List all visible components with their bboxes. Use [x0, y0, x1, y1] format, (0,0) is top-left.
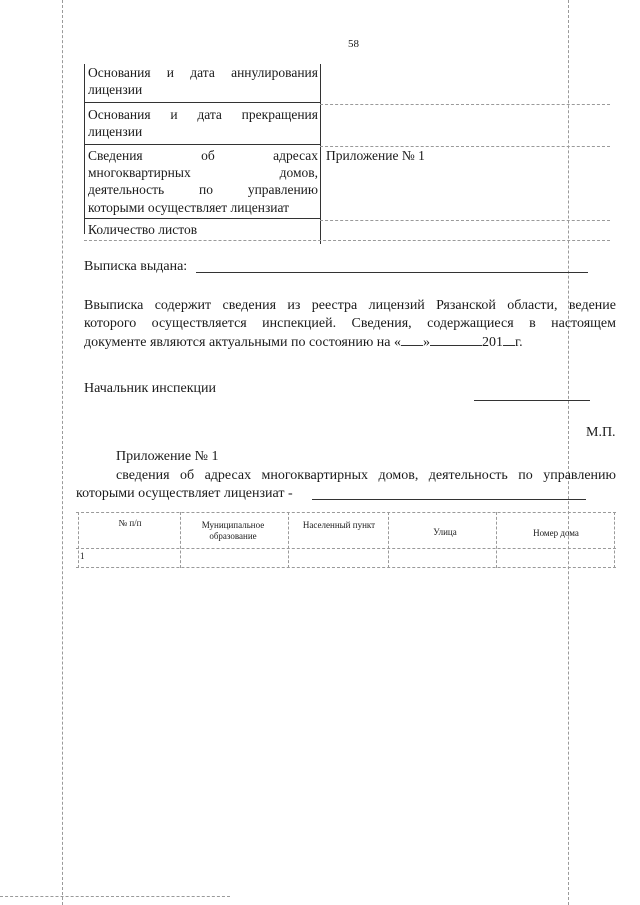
year-blank — [503, 333, 515, 346]
header-street: Улица — [433, 527, 457, 537]
scan-guide-left — [62, 0, 63, 905]
scan-guide-right — [568, 0, 569, 905]
address-table-col-border — [614, 512, 615, 568]
header-house-number: Номер дома — [533, 528, 579, 538]
table-row-divider — [84, 218, 320, 219]
row-addresses-value: Приложение № 1 — [326, 148, 425, 163]
address-table-col-border — [496, 512, 497, 568]
header-settlement: Населенный пункт — [302, 520, 376, 530]
address-table-col-border — [180, 512, 181, 568]
row-addresses-label-4: которыми осуществляет лицензиат — [88, 200, 290, 215]
scan-guide-bottom — [0, 896, 230, 897]
extract-date-prefix: документе являются актуальными по состоянию на « — [84, 335, 402, 350]
extract-text-line-3 — [84, 333, 616, 351]
extract-date-close-quote: » — [423, 335, 431, 350]
day-blank — [401, 333, 423, 346]
row-addresses-label-1: Сведения об адресах — [88, 148, 318, 163]
appendix-text-line-2: которыми осуществляет лицензиат - — [76, 486, 293, 501]
signature-line — [474, 400, 590, 401]
extract-text-line-2: которого осуществляется инспекцией. Сведения, содержащиеся в настоящем — [84, 316, 616, 331]
stamp-label: М.П. — [586, 425, 616, 440]
table-row-divider — [320, 104, 610, 105]
table-row-divider — [84, 102, 320, 103]
row-addresses-label-2: многоквартирных домов, — [88, 165, 318, 180]
table-row-1-number: 1 — [80, 551, 85, 561]
address-table-col-border — [78, 512, 79, 568]
issued-label: Выписка выдана: — [84, 259, 188, 274]
row-addresses-label-3: деятельность по управлению — [88, 182, 318, 197]
address-table-bottom — [76, 567, 616, 568]
extract-date-suffix: г. — [515, 335, 523, 350]
table-row-divider — [84, 144, 320, 145]
extract-date-year: 201 — [482, 335, 504, 350]
row-annulment-label-1: Основания и дата аннулирования — [88, 65, 318, 80]
table-left-border — [84, 64, 85, 234]
appendix-text-line-1: сведения об адресах многоквартирных домов, деятельность по управлению — [116, 468, 616, 483]
appendix-title: Приложение № 1 — [116, 449, 219, 464]
address-table-col-border — [288, 512, 289, 568]
licensee-blank-line — [312, 499, 586, 500]
row-termination-label-2: лицензии — [88, 124, 143, 139]
table-row-divider — [320, 220, 610, 221]
row-annulment-label-2: лицензии — [88, 82, 143, 97]
header-municipality: Муниципальное образование — [201, 520, 265, 541]
page-number: 58 — [348, 38, 359, 50]
row-termination-label-1: Основания и дата прекращения — [88, 107, 318, 122]
head-title: Начальник инспекции — [84, 381, 216, 396]
extract-text-line-1: Ввыписка содержит сведения из реестра лицензий Рязанской области, ведение — [84, 298, 616, 313]
month-blank — [430, 333, 482, 346]
table-bottom-border — [84, 240, 610, 241]
issued-blank-line — [196, 272, 588, 273]
address-table-col-border — [388, 512, 389, 568]
header-number: № п/п — [118, 518, 142, 528]
row-sheets-label: Количество листов — [88, 222, 198, 237]
address-table-header-bottom — [76, 548, 616, 549]
table-mid-border — [320, 64, 321, 244]
address-table-top — [76, 512, 616, 513]
